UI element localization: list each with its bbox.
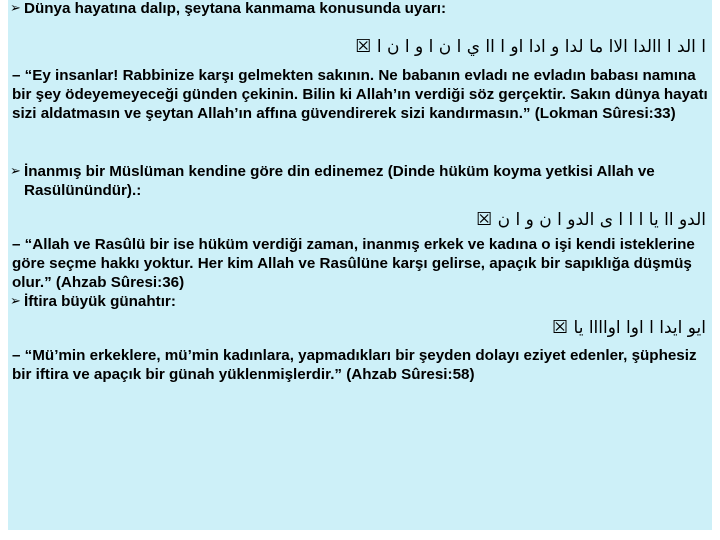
arrow-bullet-icon: ➢ [10,1,21,16]
section-heading-3 [10,292,704,311]
heading-text-3: İftira büyük günahtır: [24,293,176,310]
arabic-verse-2 [476,210,706,230]
section-heading-1 [10,0,704,18]
arabic-verse-1 [355,37,706,57]
arrow-bullet-icon: ➢ [10,294,21,309]
boxed-x-icon: ☒ [476,209,493,230]
boxed-x-icon: ☒ [355,36,372,57]
slide [8,0,712,530]
arabic-verse-3 [552,318,706,338]
heading-text-1: Dünya hayatına dalıp, şeytana kanmama konusunda uyarı: [24,0,447,17]
translation-1: – “Ey insanlar! Rabbinize karşı gelmekten sakının. Ne babanın evladı ne evladın babası namına bir şey ödeyemeyeceği günden çekinin. Bilin ki Allah’ın verdiği söz gerçektir. Sakın dünya hayatı sizi aldatmasın ve şeytan Allah’ın affına güvendirerek sizi kandırmasın.” (Lokman Sûresi:33) [12,67,708,122]
boxed-x-icon: ☒ [551,317,569,338]
translation-2: – “Allah ve Rasûlü bir ise hüküm verdiği zaman, inanmış erkek ve kadına o işi kendi isteklerine göre seçme hakkı yoktur. Her kim Allah ve Rasûlüne karşı gelirse, apaçık bir sapıklığa düşmüş olur.” (Ahzab Sûresi:36) [12,236,695,291]
heading-text-2: İnanmış bir Müslüman kendine göre din edinemez (Dinde hüküm koyma yetkisi Allah ve Rasülünündür).: [24,163,655,199]
arabic-text-2: الدو اا يا ا ا ا ى الدو ا ن و ا ن [497,210,706,230]
arabic-text-3: ايو ايدا ا اوا اواااا يا [573,318,706,338]
arrow-bullet-icon: ➢ [10,164,21,179]
arabic-text-1: ا الد ا االدا الاا ما لدا و ادا او ا اا ي ا ن ا و ا ن ا [376,37,706,57]
section-heading-2 [10,162,704,200]
translation-3: – “Mü’min erkeklere, mü’min kadınlara, yapmadıkları bir şeyden dolayı eziyet edenler, şüphesiz bir iftira ve apaçık bir günah yüklenmişlerdir.” (Ahzab Sûresi:58) [12,347,697,383]
